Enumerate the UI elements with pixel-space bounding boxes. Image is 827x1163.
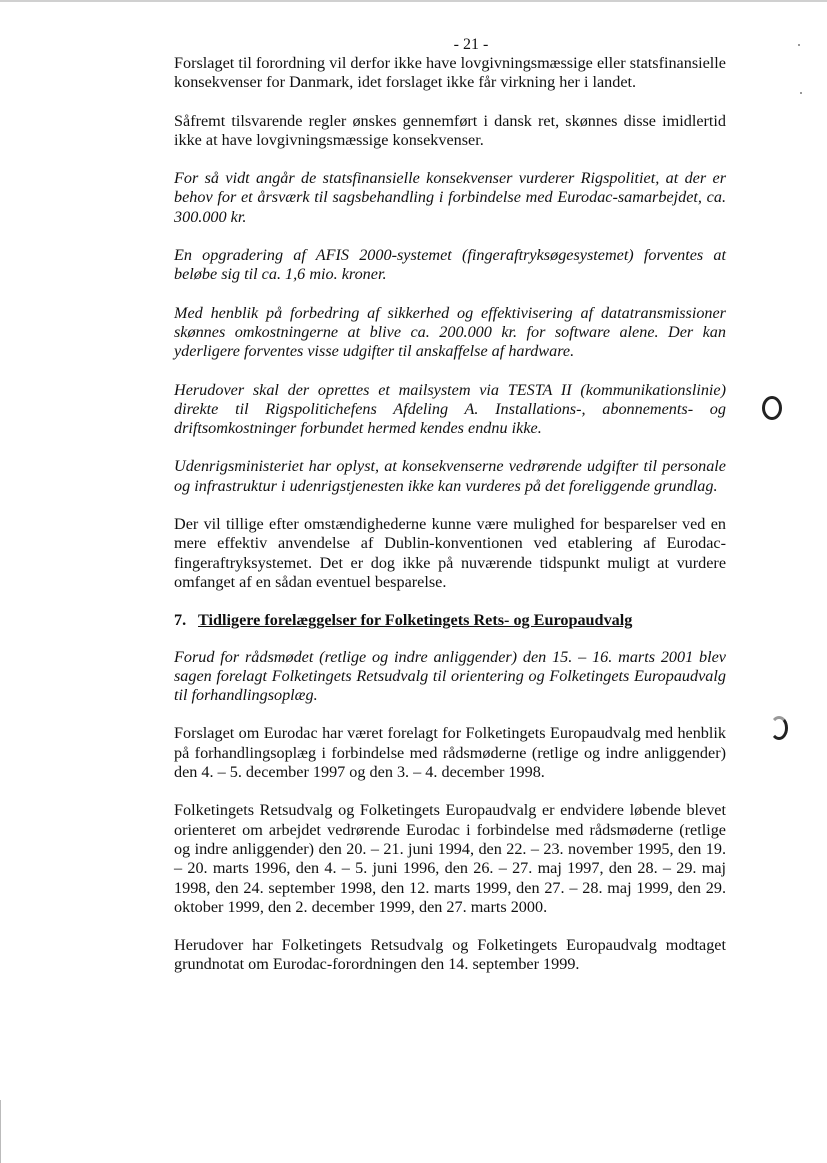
paragraph: Udenrigsministeriet har oplyst, at konsekvenserne vedrørende udgifter til personale og infrastruktur i udenrigstjenesten ikke kan vurderes på det foreliggende grundlag. [174,457,726,495]
punch-hole-mark [770,716,788,740]
scan-top-edge [0,0,827,2]
paragraph: Med henblik på forbedring af sikkerhed og effektivisering af datatransmissioner skønnes omkostningerne at blive ca. 200.000 kr. for software alene. Der kan yderligere forventes visse udgifter til anskaffelse af hardware. [174,303,726,361]
scan-speck [798,44,800,46]
paragraph: Forud for rådsmødet (retlige og indre anliggender) den 15. – 16. marts 2001 blev sagen forelagt Folketingets Retsudvalg til orientering og Folketingets Europaudvalg til forhandlingsoplæg. [174,647,726,705]
paragraph: Forslaget om Eurodac har været forelagt for Folketingets Europaudvalg med henblik på forhandlingsoplæg i forbindelse med rådsmøderne (retlige og indre anliggender) den 4. – 5. december 1997 og den 3. – 4. december 1998. [174,724,726,782]
page-number: - 21 - [453,36,489,53]
scan-left-edge [0,1100,1,1163]
section-number: 7. [174,611,187,630]
paragraph: Såfremt tilsvarende regler ønskes gennemført i dansk ret, skønnes disse imidlertid ikke at have lovgivningsmæssige konsekvenser. [174,111,726,149]
paragraph: Forslaget til forordning vil derfor ikke have lovgivningsmæssige eller statsfinansielle konsekvenser for Danmark, idet forslaget ikke får virkning her i landet. [174,54,726,92]
paragraph: Herudover skal der oprettes et mailsystem via TESTA II (kommunikationslinie) direkte til Rigspolitichefens Afdeling A. Installations-, abonnements- og driftsomkostninger forbundet hermed kendes endnu ikke. [174,380,726,438]
paragraph: Der vil tillige efter omstændighederne kunne være mulighed for besparelser ved en mere effektiv anvendelse af Dublin-konventionen ved etablering af Eurodac-fingeraftryksystemet. Det er dog ikke på nuværende tidspunkt muligt at vurdere omfanget af en sådan eventuel besparelse. [174,515,726,591]
paragraph: En opgradering af AFIS 2000-systemet (fingeraftryksøgesystemet) forventes at beløbe sig til ca. 1,6 mio. kroner. [174,246,726,284]
section-heading [174,611,726,630]
section-title: Tidligere forelæggelser for Folketingets Rets- og Europaudvalg [198,611,633,630]
paragraph: Herudover har Folketingets Retsudvalg og Folketingets Europaudvalg modtaget grundnotat om Eurodac-forordningen den 14. september 1999. [174,936,726,974]
punch-hole-mark [762,396,782,420]
paragraph: Folketingets Retsudvalg og Folketingets Europaudvalg er endvidere løbende blevet orienteret om arbejdet vedrørende Eurodac i forbindelse med rådsmøderne (retlige og indre anliggender) den 20. – 21. juni 1994, den 22. – 23. november 1995, den 19. – 20. marts 1996, den 4. – 5. juni 1996, den 26. – 27. maj 1997, den 28. – 29. maj 1998, den 24. september 1998, den 12. marts 1999, den 27. – 28. maj 1999, den 29. oktober 1999, den 2. december 1999, den 27. marts 2000. [174,801,726,916]
scan-speck [800,92,802,94]
document-body [174,54,726,994]
paragraph: For så vidt angår de statsfinansielle konsekvenser vurderer Rigspolitiet, at der er behov for et årsværk til sagsbehandling i forbindelse med Eurodac-samarbejdet, ca. 300.000 kr. [174,169,726,226]
